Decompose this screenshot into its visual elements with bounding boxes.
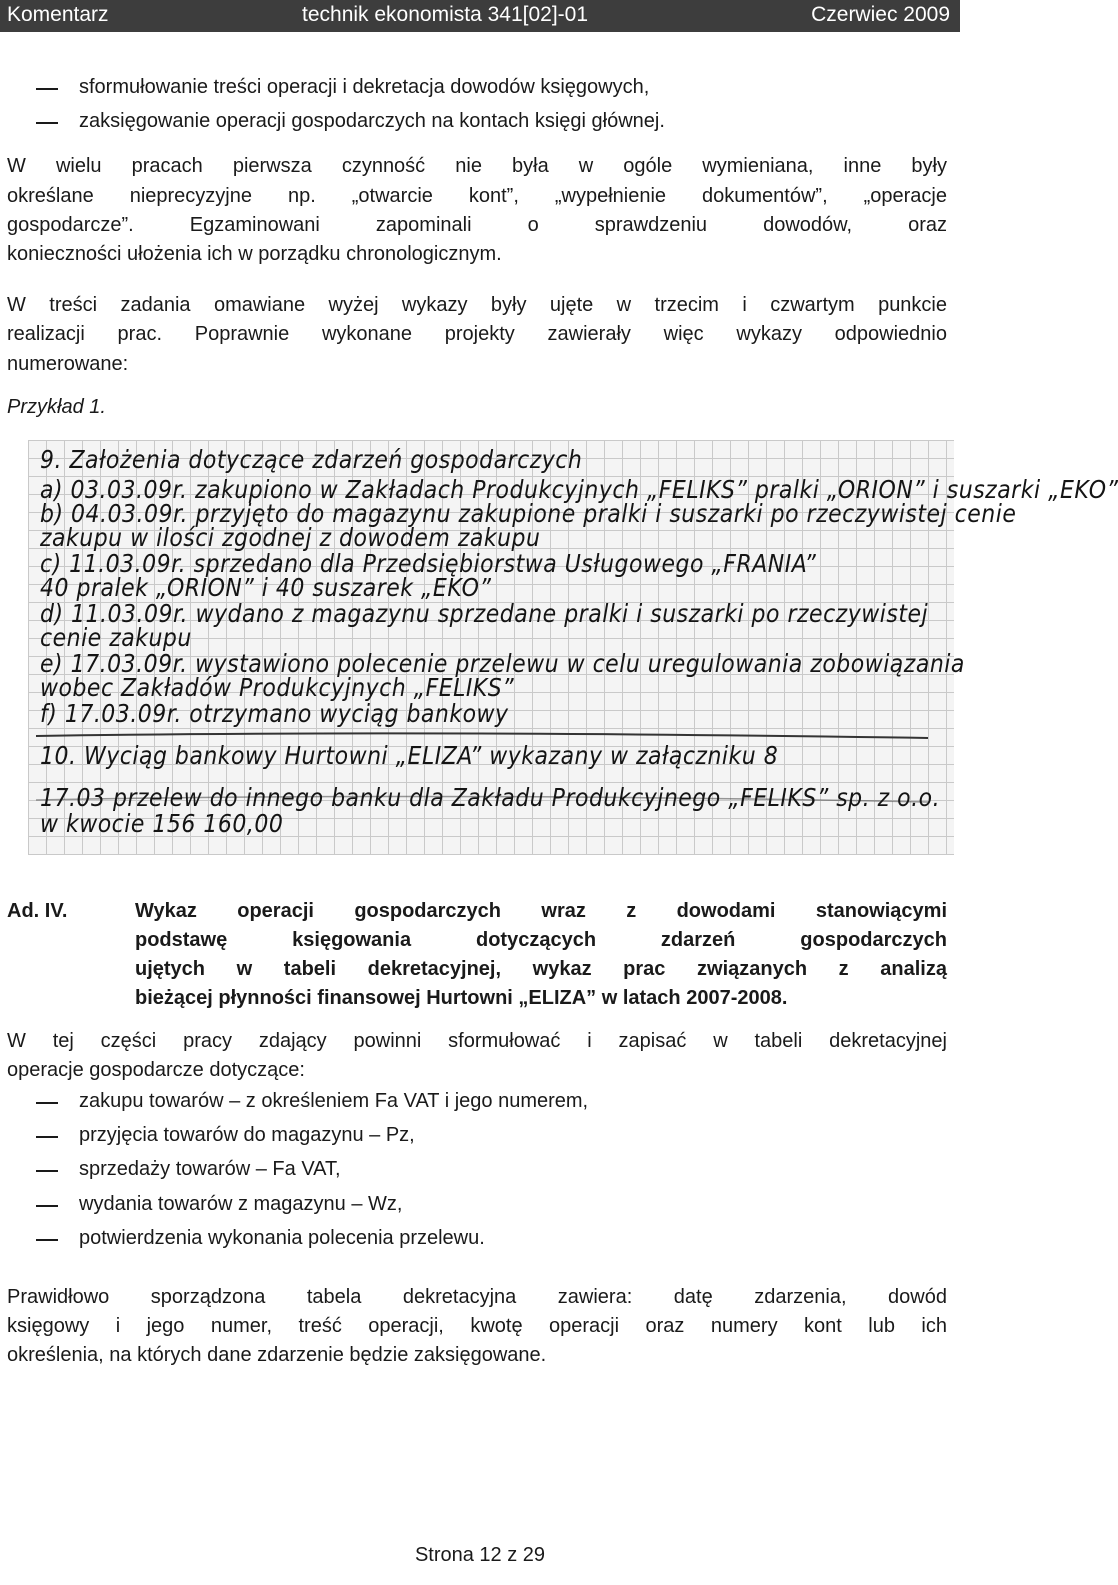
dash-bullet [36,1239,58,1241]
handwritten-line: 17.03 przelew do innego banku dla Zakładu Produkcyjnego „FELIKS” sp. z o.o. [40,784,941,813]
handwritten-line: zakupu w ilości zgodnej z dowodem zakupu [40,524,541,553]
dash-bullet [36,1102,58,1104]
handwritten-line: 9. Założenia dotyczące zdarzeń gospodarczych [40,446,583,475]
dash-bullet [36,122,58,124]
page-header [0,0,960,32]
handwritten-line: 10. Wyciąg bankowy Hurtowni „ELIZA” wykazany w załączniku 8 [40,742,779,771]
handwritten-line: cenie zakupu [40,624,192,653]
section-label: Ad. IV. [7,900,68,922]
handwritten-line: f) 17.03.09r. otrzymano wyciąg bankowy [40,700,509,729]
dash-bullet [36,1170,58,1172]
handwritten-line: c) 11.03.09r. sprzedano dla Przedsiębiorstwa Usługowego „FRANIA” [40,550,817,579]
handwritten-line: w kwocie 156 160,00 [40,810,284,839]
header-left: Komentarz [7,3,109,26]
handwritten-line: a) 03.03.09r. zakupiono w Zakładach Produkcyjnych „FELIKS” pralki „ORION” i suszarki „EKO” [40,476,1118,505]
handwritten-line: wobec Zakładów Produkcyjnych „FELIKS” [40,674,515,703]
handwritten-line: d) 11.03.09r. wydano z magazynu sprzedane pralki i suszarki po rzeczywistej [40,600,929,629]
example-label: Przykład 1. [7,396,106,418]
header-right: Czerwiec 2009 [811,3,950,26]
dash-bullet [36,1205,58,1207]
dash-bullet [36,88,58,90]
dash-bullet [36,1136,58,1138]
page-number: Strona 12 z 29 [414,1544,546,1566]
handwritten-line: b) 04.03.09r. przyjęto do magazynu zakupione pralki i suszarki po rzeczywistej cenie [40,500,1017,529]
handwritten-note-image [28,440,1118,855]
header-center: technik ekonomista 341[02]-01 [302,3,589,26]
handwritten-line: 40 pralek „ORION” i 40 suszarek „EKO” [40,574,492,603]
handwritten-line: e) 17.03.09r. wystawiono polecenie przelewu w celu uregulowania zobowiązania [40,650,965,679]
